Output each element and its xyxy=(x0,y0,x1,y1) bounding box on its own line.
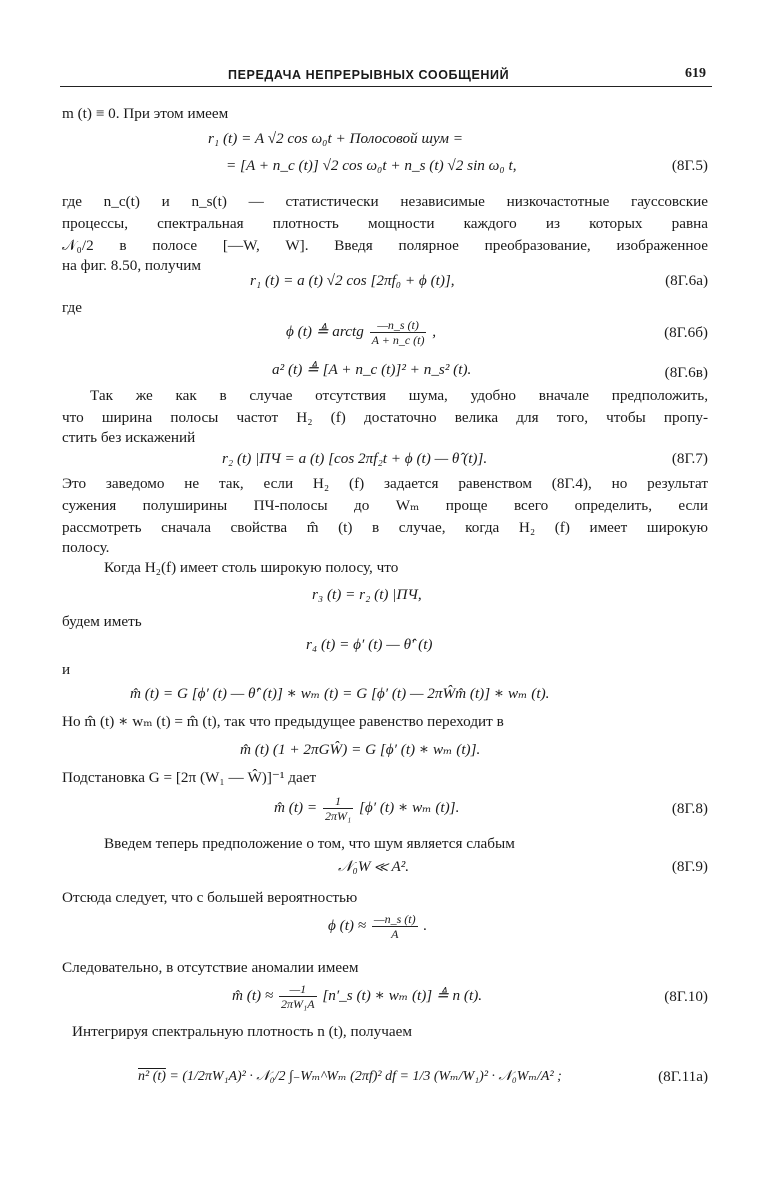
equation-number: (8Г.8) xyxy=(671,800,708,817)
equation-number: (8Г.9) xyxy=(671,858,708,875)
text-line: рассмотреть сначала свойства m̂ (t) в случае, когда H₂ (f) имеет широкую xyxy=(62,519,708,536)
eq-mid: = (1/2πW₁A)² · 𝒩₀/2 ∫₋Wₘ^Wₘ (2πf)² df = xyxy=(169,1069,409,1084)
text-line: m (t) ≡ 0. При этом имеем xyxy=(62,105,229,122)
eq-lhs: n² (t) xyxy=(138,1069,166,1084)
fraction-numerator: 1 xyxy=(323,794,353,809)
text-line: полосу. xyxy=(62,539,110,556)
equation-number: (8Г.6а) xyxy=(665,272,708,289)
fraction-denominator: 2πW₁A xyxy=(281,997,315,1011)
fraction xyxy=(323,794,353,823)
text-line: процессы, спектральная плотность мощности каждого из которых равна xyxy=(62,215,708,232)
equation-number: (8Г.10) xyxy=(664,988,708,1005)
text-line: сужения полуширины ПЧ-полосы до Wₘ проще всего определить, если xyxy=(62,497,708,514)
text-line: что ширина полосы частот H₂ (f) достаточно велика для того, чтобы пропу- xyxy=(62,409,708,426)
text-line: 𝒩₀/2 в полосе [—W, W]. Введя полярное преобразование, изображенное xyxy=(62,237,708,254)
text-line: Это заведомо не так, если H₂ (f) задается равенством (8Г.4), но результат xyxy=(62,475,708,492)
equation-8g6v: a² (t) ≜ [A + n_c (t)]² + n_s² (t). xyxy=(272,361,472,378)
eq-lhs: ϕ (t) ≈ xyxy=(328,916,367,934)
equation-8g6b: ϕ (t) ≜ arctg $\frac{—n\_s (t)}{A + n\_c (t)}$ , xyxy=(286,318,437,347)
fraction-denominator: A xyxy=(391,927,399,941)
equation-number: (8Г.6в) xyxy=(664,364,708,381)
equation-8g10 xyxy=(232,982,482,1011)
running-header xyxy=(60,62,712,87)
equation-m2: m̂ (t) (1 + 2πGŴ) = G [ϕ′ (t) ∗ wₘ (t)]. xyxy=(240,741,481,758)
equation-number: (8Г.5) xyxy=(671,157,708,174)
equation-8g7: r₂ (t) |ПЧ = a (t) [cos 2πf₂t + ϕ (t) — θ̂ (t)]. xyxy=(222,450,488,467)
fraction xyxy=(279,982,317,1011)
text-line: Введем теперь предположение о том, что шум является слабым xyxy=(104,835,515,852)
equation-8g5-line1: r₁ (t) = A √2 cos ω₀t + Полосовой шум = xyxy=(208,130,464,147)
equation-number: (8Г.7) xyxy=(671,450,708,467)
equation-number: (8Г.6б) xyxy=(664,324,708,341)
fraction xyxy=(372,912,418,941)
text-line: стить без искажений xyxy=(62,429,196,446)
text-line: где n_c(t) и n_s(t) — статистически независимые низкочастотные гауссовские xyxy=(62,193,708,210)
text-line: и xyxy=(62,661,71,678)
header-title: ПЕРЕДАЧА НЕПРЕРЫВНЫХ СООБЩЕНИЙ xyxy=(228,68,510,82)
equation-phi: ϕ (t) ≈ $\frac{—n\_s (t)}{A}$ . xyxy=(328,912,428,941)
fraction xyxy=(370,318,427,347)
text-line: Следовательно, в отсутствие аномалии имеем xyxy=(62,959,359,976)
equation-number: (8Г.11а) xyxy=(658,1068,708,1085)
fraction-denominator: 2πW₁ xyxy=(324,809,352,823)
page-number: 619 xyxy=(685,66,706,81)
text-line: Но m̂ (t) ∗ wₘ (t) = m̂ (t), так что предыдущее равенство переходит в xyxy=(62,713,504,730)
eq-lhs: m̂ (t) ≈ xyxy=(232,986,274,1004)
fraction-denominator: A + n_c (t) xyxy=(371,333,425,347)
eq-lhs: m̂ (t) = xyxy=(274,798,318,816)
equation-r4: r₄ (t) = ϕ′ (t) — θ̂′ (t) xyxy=(306,636,433,653)
equation-8g6a: r₁ (t) = a (t) √2 cos [2πf₀ + ϕ (t)], xyxy=(250,272,455,289)
equation-8g5-line2: = [A + n_c (t)] √2 cos ω₀t + n_s (t) √2 sin ω₀ t, xyxy=(226,157,517,174)
eq-rhs: 1/3 (Wₘ/W₁)² · 𝒩₀Wₘ/A² ; xyxy=(412,1069,562,1084)
equation-m: m̂ (t) = G [ϕ′ (t) — θ̂′ (t)] ∗ wₘ (t) = G [ϕ′ (t) — 2πŴm̂ (t)] ∗ wₘ (t). xyxy=(130,685,550,702)
text-line: Когда H₂(f) имеет столь широкую полосу, что xyxy=(104,559,399,576)
text-line: Так же как в случае отсутствия шума, удобно вначале предположить, xyxy=(90,387,708,404)
text-line: на фиг. 8.50, получим xyxy=(62,257,201,274)
text-line: Отсюда следует, что с большей вероятностью xyxy=(62,889,358,906)
fraction-numerator: —n_s (t) xyxy=(373,912,416,926)
eq-rhs: [ϕ′ (t) ∗ wₘ (t)]. xyxy=(358,798,460,816)
text-line: Подстановка G = [2π (W₁ — Ŵ)]⁻¹ дает xyxy=(62,769,317,786)
eq-lhs: ϕ (t) ≜ arctg xyxy=(286,322,364,340)
text-line: Интегрируя спектральную плотность n (t), получаем xyxy=(72,1023,412,1040)
text-line: где xyxy=(62,299,82,316)
fraction-numerator: —n_s (t) xyxy=(370,318,427,333)
equation-8g8 xyxy=(274,794,459,823)
equation-8g11a xyxy=(138,1068,562,1085)
equation-8g9: 𝒩₀W ≪ A². xyxy=(338,858,410,875)
equation-r3: r₃ (t) = r₂ (t) |ПЧ, xyxy=(312,586,422,603)
eq-rhs: [n′_s (t) ∗ wₘ (t)] ≜ n (t). xyxy=(322,986,483,1004)
fraction-numerator: —1 xyxy=(279,982,317,997)
text-line: будем иметь xyxy=(62,613,142,630)
